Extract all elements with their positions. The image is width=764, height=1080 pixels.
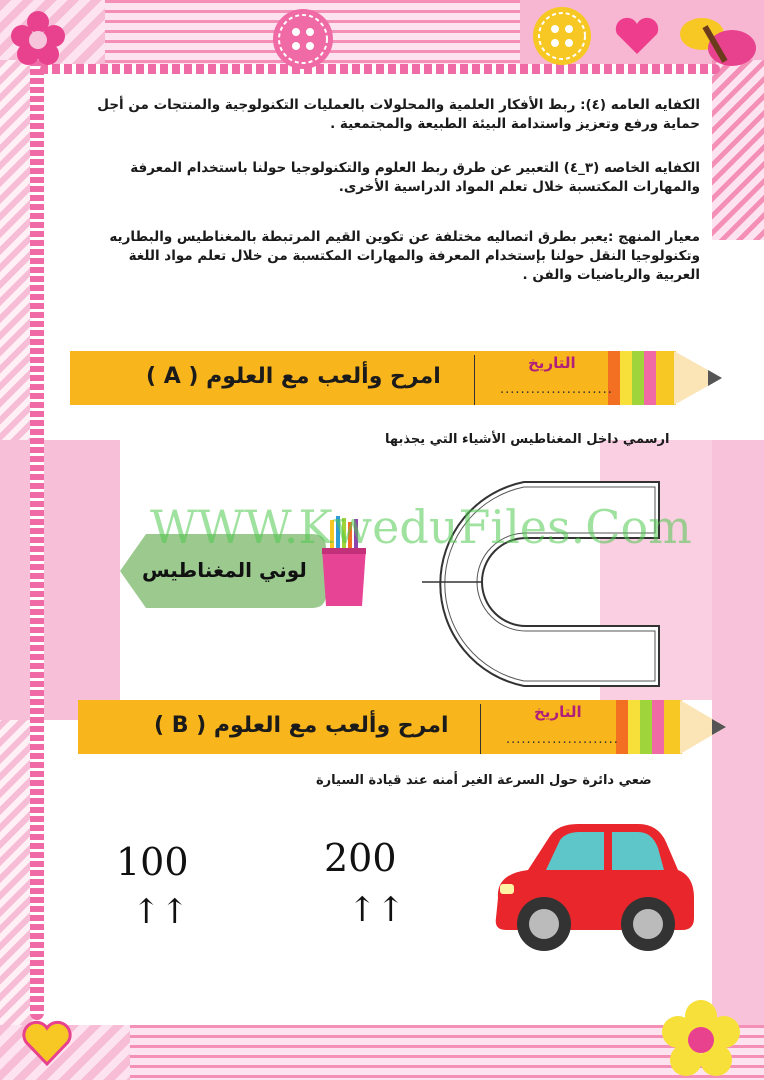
general-competency-text: الكفايه العامه (٤): ربط الأفكار العلمية والمحلولات بالعمليات التكنولوجية والمنتجات من أجل حماية ورفع وتعزيز واستدامة البيئة الطبيعة والمجتمعية . bbox=[97, 97, 700, 132]
heart-icon bbox=[612, 14, 662, 58]
pencil-stripe bbox=[644, 351, 656, 405]
yellow-button-icon bbox=[530, 4, 594, 68]
flower-icon bbox=[8, 8, 68, 68]
speed-200[interactable]: 200 bbox=[324, 836, 397, 880]
pencil-tip-icon bbox=[674, 351, 724, 405]
pencil-tip-icon bbox=[680, 700, 730, 754]
curriculum-standard-text: معيار المنهج :يعبر بطرق اتصاليه مختلفة عن تكوين القيم المرتبطة بالمغناطيس والبطاريه وتكنولوجيا النقل حولنا بإستخدام المعرفة والمهارات المكتسبة من خلال تعلم مواد اللغة العربية والرياضيات والفن . bbox=[109, 229, 700, 283]
banner-separator bbox=[480, 704, 481, 754]
pencil-stripe bbox=[628, 700, 640, 754]
section-b-date-label: التاريخ bbox=[534, 703, 582, 721]
specific-competency-text: الكفايه الخاصه (٣_٤) التعبير عن طرق ربط العلوم والتكنولوجيا حولنا باستخدام المعرفة والمهارات المكتسبة خلال تعلم المواد الدراسية الأخرى. bbox=[130, 160, 700, 195]
section-b-date-dots: ...................... bbox=[506, 732, 619, 747]
pencil-stripe bbox=[656, 351, 676, 405]
pencil-stripe bbox=[652, 700, 664, 754]
section-a-title: امرح وألعب مع العلوم ( A ) bbox=[146, 364, 441, 389]
right-decorative-strip bbox=[712, 60, 764, 240]
speed-100[interactable]: 100 bbox=[116, 840, 189, 884]
section-b-title: امرح وألعب مع العلوم ( B ) bbox=[154, 713, 449, 738]
left-pink-block bbox=[0, 440, 120, 720]
left-wavy-ribbon bbox=[30, 60, 44, 1020]
pencil-stripe bbox=[640, 700, 652, 754]
heart-icon bbox=[22, 1018, 72, 1068]
top-wavy-ribbon bbox=[40, 64, 720, 74]
pencil-stripe bbox=[620, 351, 632, 405]
arrows-right: ↑↑ bbox=[348, 890, 405, 930]
section-b-instruction: ضعي دائرة حول السرعة الغير أمنه عند قيادة السيارة bbox=[316, 773, 652, 788]
red-car-icon bbox=[488, 818, 700, 958]
butterfly-icon bbox=[672, 4, 762, 74]
yellow-flower-icon bbox=[660, 998, 742, 1080]
watermark: WWW.KweduFiles.Com bbox=[150, 500, 692, 554]
pink-button-icon bbox=[270, 6, 336, 72]
pencil-stripe bbox=[632, 351, 644, 405]
banner-separator bbox=[474, 355, 475, 405]
color-magnet-tag: لوني المغناطيس bbox=[142, 558, 307, 582]
arrows-left: ↑↑ bbox=[132, 892, 189, 932]
section-a-instruction: ارسمي داخل المغناطيس الأشياء التي يجذبها bbox=[385, 432, 670, 447]
section-a-date-dots: ...................... bbox=[500, 382, 613, 397]
section-a-date-label: التاريخ bbox=[528, 354, 576, 372]
